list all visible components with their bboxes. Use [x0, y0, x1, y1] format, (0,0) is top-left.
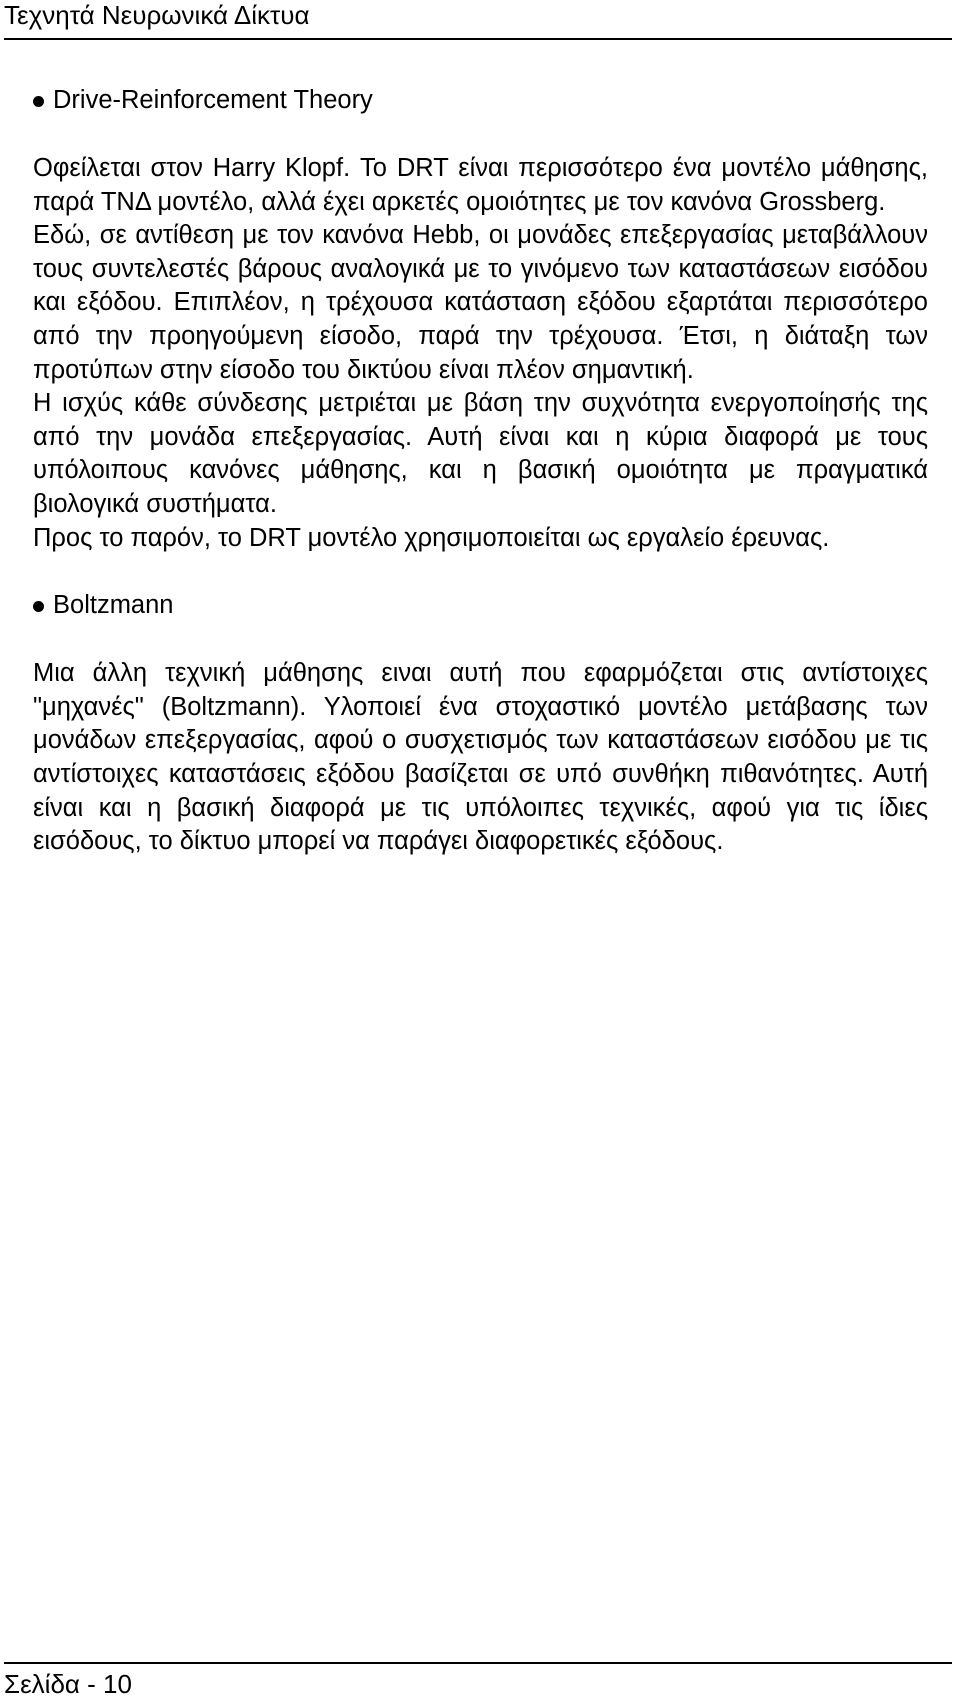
spacer	[33, 118, 928, 152]
page-footer	[4, 1662, 952, 1704]
paragraph: Προς το παρόν, το DRT μοντέλο χρησιμοποιείται ως εργαλείο έρευνας.	[33, 523, 830, 552]
section-heading-text: Boltzmann	[53, 591, 174, 620]
bullet-icon	[33, 96, 44, 107]
spacer	[33, 555, 928, 589]
paragraph: Μια άλλη τεχνική μάθησης ειναι αυτή που εφαρμόζεται στις αντίστοιχες "μηχανές" (Boltzmann). Υλοποιεί ένα στοχαστικό μοντέλο μετάβασης των μονάδων επεξεργασίας, αφού ο συσχετισμός των καταστάσεων εισόδου με τις αντίστοιχες καταστάσεις εξόδου βασίζεται σε υπό συνθήκη πιθανότητες. Αυτή είναι και η βασική διαφορά με τις υπόλοιπες τεχνικές, αφού για τις ίδιες εισόδους, το δίκτυο μπορεί να παράγει διαφορετικές εξόδους.	[33, 659, 928, 856]
section-heading-boltzmann	[33, 589, 928, 623]
paragraph: Η ισχύς κάθε σύνδεσης μετριέται με βάση την συχνότητα ενεργοποίησής της από την μονάδα επεξεργασίας. Αυτή είναι και η κύρια διαφορά με τους υπόλοιπους κανόνες μάθησης, και η βασική ομοιότητα με πραγματικά βιολογικά συστήματα.	[33, 389, 928, 518]
page-number: Σελίδα - 10	[4, 1669, 132, 1699]
spacer	[33, 623, 928, 657]
header-title: Τεχνητά Νευρωνικά Δίκτυα	[4, 0, 310, 30]
section-heading-drt	[33, 84, 928, 118]
paragraph: Εδώ, σε αντίθεση με τον κανόνα Hebb, οι μονάδες επεξεργασίας μεταβάλλουν τους συντελεστές βάρους αναλογικά με το γινόμενο των καταστάσεων εισόδου και εξόδου. Επιπλέον, η τρέχουσα κατάσταση εξόδου εξαρτάται περισσότερο από την προηγούμενη είσοδο, παρά την τρέχουσα. Έτσι, η διάταξη των προτύπων στην είσοδο του δικτύου είναι πλέον σημαντική.	[33, 221, 928, 384]
bullet-icon	[33, 601, 44, 612]
page-header	[4, 2, 952, 40]
document-body	[33, 84, 928, 859]
paragraph: Οφείλεται στον Harry Klopf. Το DRT είναι περισσότερο ένα μοντέλο μάθησης, παρά ΤΝΔ μοντέλο, αλλά έχει αρκετές ομοιότητες με τον κανόνα Grossberg.	[33, 154, 928, 216]
section-heading-text: Drive-Reinforcement Theory	[53, 86, 373, 114]
